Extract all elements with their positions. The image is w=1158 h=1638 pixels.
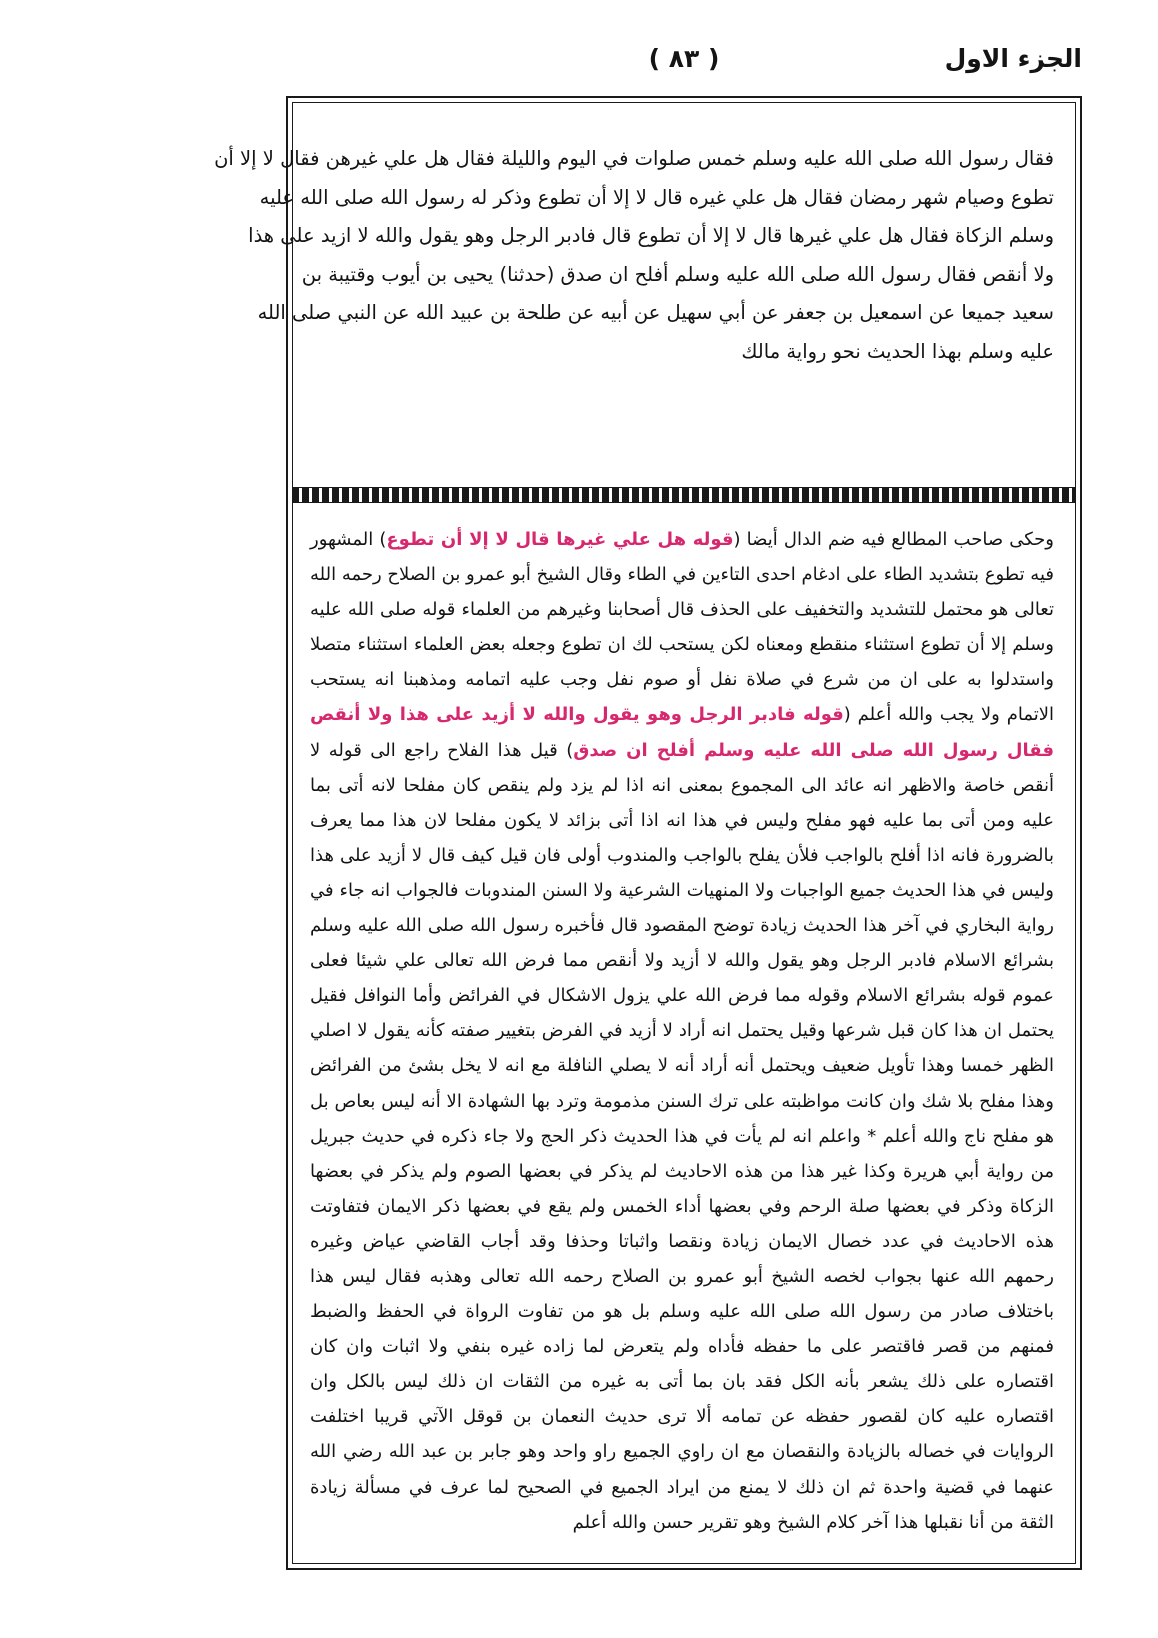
hadith-line: فقال رسول الله صلى الله عليه وسلم خمس صلوات في اليوم والليلة فقال هل علي غيرهن فقال لا إلا أن: [214, 147, 1054, 170]
volume-title: الجزء الاول: [944, 44, 1082, 73]
ornamental-divider: [292, 487, 1076, 503]
quoted-phrase: قوله فادبر الرجل وهو يقول والله لا أزيد على هذا ولا أنقص فقال رسول الله صلى الله عليه وسلم أفلح ان صدق: [310, 704, 1054, 761]
page-header: [286, 44, 1082, 90]
commentary-segment: ) المشهور فيه تطوع بتشديد الطاء على ادغام احدى التاءين في الطاء وقال الشيخ أبو عمرو بن الصلاح رحمه الله تعالى هو محتمل للتشديد والتخفيف على الحذف قال أصحابنا وغيرهم من العلماء قوله صلى الله عليه وسلم إلا أن تطوع استثناء منقطع ومعناه لكن يستحب لك ان تطوع وجعله بعض العلماء استثناء متصلا واستدلوا به على ان من شرع في صلاة نفل أو صوم نفل وجب عليه اتمامه ومذهبنا انه يستحب الاتمام ولا يجب والله أعلم (: [310, 529, 1055, 726]
hadith-line: وسلم الزكاة فقال هل علي غيرها قال لا إلا أن تطوع قال فادبر الرجل وهو يقول والله لا ازيد على هذا: [248, 224, 1054, 247]
commentary-text: [310, 522, 1054, 1540]
hadith-line: ولا أنقص فقال رسول الله صلى الله عليه وسلم أفلح ان صدق (حدثنا) يحيى بن أيوب وقتيبة بن: [301, 262, 1054, 286]
page-number: ( ٨٣ ): [648, 44, 720, 73]
commentary-segment: ) قيل هذا الفلاح راجع الى قوله لا أنقص خاصة والاظهر انه عائد الى المجموع بمعنى انه اذا لم يزد ولم ينقص كان مفلحا لانه أتى بما عليه ومن أتى بما عليه فهو مفلح وليس في هذا انه اذا أتى بزائد لا يكون مفلحا لان هذا مما يعرف بالضرورة فانه اذا أفلح بالواجب فلأن يفلح بالواجب والمندوب أولى فان قيل كيف قال لا أزيد على هذا وليس في هذا الحديث جميع الواجبات ولا المنهيات الشرعية ولا السنن المندوبات فالجواب انه جاء في رواية البخاري في آخر هذا الحديث زيادة توضح المقصود قال فأخبره رسول الله صلى الله عليه وسلم بشرائع الاسلام فادبر الرجل وهو يقول والله لا أزيد ولا أنقص مما فرض الله تعالى علي شيئا فعلى عموم قوله بشرائع الاسلام وقوله مما فرض الله علي يزول الاشكال في الفرائض وأما النوافل فقيل يحتمل ان هذا كان قبل شرعها وقيل يحتمل انه أراد لا أزيد في الفرض بتغيير صفته كأنه يقول لا اصلي الظهر خمسا وهذا تأويل ضعيف ويحتمل أنه أراد أنه لا يصلي النافلة مع انه لا يخل بشئ من الفرائض وهذا مفلح بلا شك وان كانت مواظبته على ترك السنن مذمومة وترد بها الشهادة الا أنه ليس بعاص بل هو مفلح ناج والله أعلم * واعلم انه لم يأت في هذا الحديث ذكر الحج ولا جاء ذكره في حديث جبريل من رواية أبي هريرة وكذا غير هذا من هذه الاحاديث لم يذكر في بعضها الصوم ولم يذكر في بعضها الزكاة وذكر في بعضها صلة الرحم وفي بعضها أداء الخمس ولم يقع في بعضها ذكر الايمان فتفاوتت هذه الاحاديث في عدد خصال الايمان زيادة ونقصا واثباتا وحذفا وقد أجاب القاضي عياض وغيره رحمهم الله عنها بجواب لخصه الشيخ أبو عمرو بن الصلاح رحمه الله تعالى وهذبه فقال ليس هذا باختلاف صادر من رسول الله صلى الله عليه وسلم بل هو من تفاوت الرواة في الحفظ والضبط فمنهم من قصر فاقتصر على ما حفظه فأداه ولم يتعرض لما زاده غيره بنفي ولا اثبات وان كان اقتصاره على ذلك يشعر بأنه الكل فقد بان بما أتى به غيره من الثقات ان ذلك ليس بالكل وان اقتصاره عليه كان لقصور حفظه عن تمامه ألا ترى حديث النعمان بن قوقل الآتي قريبا اختلفت الروايات في خصاله بالزيادة والنقصان مع ان راوي الجميع راو واحد وهو جابر بن عبد الله رضي الله عنهما في قضية واحدة ثم ان ذلك لا يمنع من ايراد الجميع في الصحيح لما عرف في مسألة زيادة الثقة من أنا نقبلها هذا آخر كلام الشيخ وهو تقرير حسن والله أعلم: [310, 739, 1054, 1533]
commentary-segment: وحكى صاحب المطالع فيه ضم الدال أيضا (: [733, 529, 1054, 550]
hadith-line: تطوع وصيام شهر رمضان فقال هل علي غيره قال لا إلا أن تطوع وذكر له رسول الله صلى الله عليه: [259, 185, 1054, 209]
quoted-phrase: قوله هل علي غيرها قال لا إلا أن تطوع: [386, 529, 734, 550]
page-frame: [214, 96, 1082, 1570]
hadith-text: [214, 140, 1054, 371]
hadith-line: عليه وسلم بهذا الحديث نحو رواية مالك: [741, 339, 1054, 363]
hadith-line: سعيد جميعا عن اسمعيل بن جعفر عن أبي سهيل عن أبيه عن طلحة بن عبيد الله عن النبي صلى الله: [257, 301, 1054, 324]
